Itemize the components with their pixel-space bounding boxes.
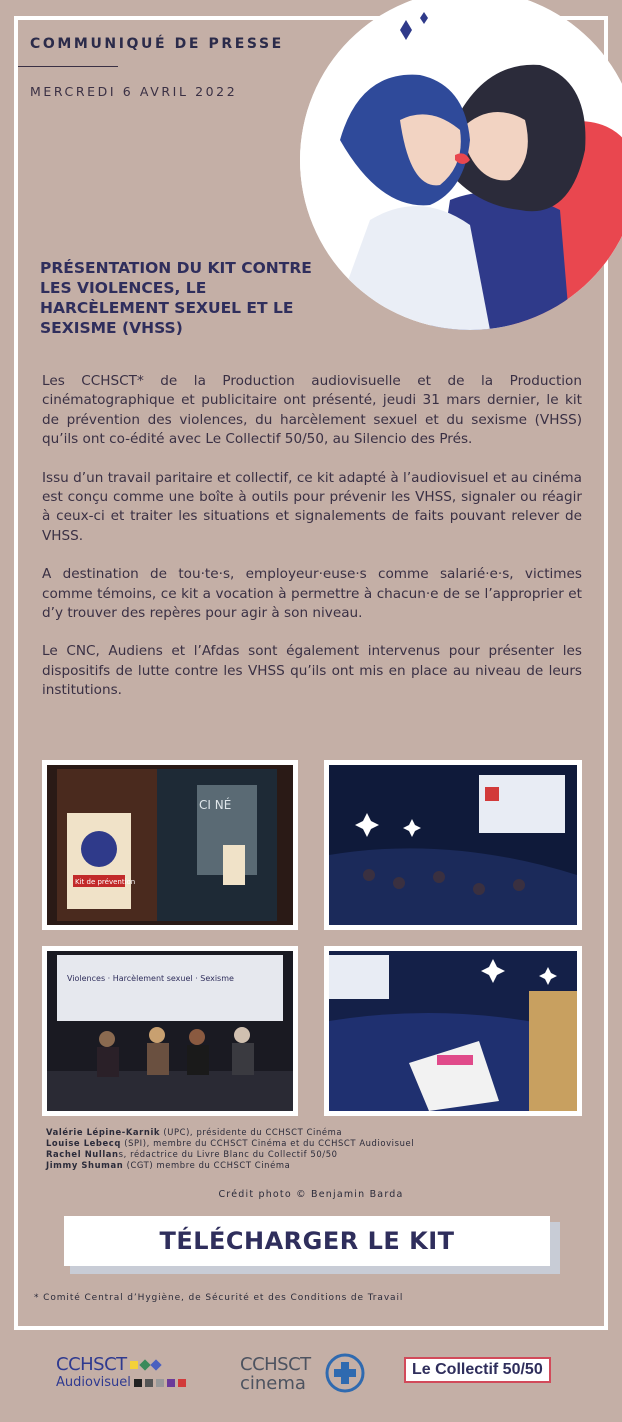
body-paragraph-3: A destination de tou·te·s, employeur·euse·s comme salarié·e·s, victimes comme témoins, ce kit a vocation à permettre à chacun·e de se l’approprier et d’y trouver des repères pour agir à son niveau. xyxy=(42,566,582,622)
poster-title: Kit de prévention xyxy=(75,878,136,886)
caption-line-2: Louise Lebecq (SPI), membre du CCHSCT Cinéma et du CCHSCT Audiovisuel xyxy=(46,1138,415,1148)
body-paragraph-4: Le CNC, Audiens et l’Afdas sont également intervenus pour présenter les dispositifs de lutte contre les VHSS qu’ils ont mis en place au niveau de leurs institutions. xyxy=(42,643,582,699)
caption-line-4: Jimmy Shuman (CGT) membre du CCHSCT Cinéma xyxy=(46,1160,291,1170)
release-date: MERCREDI 6 AVRIL 2022 xyxy=(30,84,238,99)
partner-logos xyxy=(0,1340,622,1410)
screen-text: Violences · Harcèlement sexuel · Sexisme xyxy=(67,974,234,983)
caption-line-3: Rachel Nullans, rédactrice du Livre Blanc du Collectif 50/50 xyxy=(46,1149,338,1159)
yellow-square-icon xyxy=(130,1361,138,1369)
door-lettering: CI NÉ xyxy=(199,798,232,812)
photo-captions xyxy=(46,1127,414,1171)
download-kit-button[interactable]: TÉLÉCHARGER LE KIT xyxy=(64,1216,550,1266)
logo-cchsct-cinema[interactable]: CCHSCT cinema xyxy=(240,1354,311,1393)
light-square-icon xyxy=(156,1379,164,1387)
black-square-icon xyxy=(134,1379,142,1387)
photo-panel-stage xyxy=(42,946,298,1116)
photo-cinema-entrance xyxy=(42,760,298,930)
page-title: PRÉSENTATION DU KIT CONTRE LES VIOLENCES, LE HARCÈLEMENT SEXUEL ET LE SEXISME (VHSS) xyxy=(40,259,312,337)
photo-auditorium xyxy=(324,760,582,930)
kicker-divider xyxy=(18,66,118,67)
purple-square-icon xyxy=(167,1379,175,1387)
grey-square-icon xyxy=(145,1379,153,1387)
caption-line-1: Valérie Lépine-Karnik (UPC), présidente du CCHSCT Cinéma xyxy=(46,1127,343,1137)
photo-reading-kit xyxy=(324,946,582,1116)
cross-circle-icon xyxy=(324,1352,366,1394)
press-body xyxy=(42,372,582,720)
green-diamond-icon xyxy=(139,1359,150,1370)
body-paragraph-1: Les CCHSCT* de la Production audiovisuelle et de la Production cinématographique et publicitaire ont présenté, jeudi 31 mars dernier, le kit de prévention des violences, du harcèlement sexuel et du sexisme (VHSS) qu’ils ont co-édité avec Le Collectif 50/50, au Silencio des Prés. xyxy=(42,373,582,448)
blue-diamond-icon xyxy=(150,1359,161,1370)
photo-credit: Crédit photo © Benjamin Barda xyxy=(218,1189,404,1200)
logo-collectif-5050[interactable]: Le Collectif 50/50 xyxy=(404,1357,551,1383)
press-release-kicker: COMMUNIQUÉ DE PRESSE xyxy=(30,36,284,52)
red-square-icon xyxy=(178,1379,186,1387)
footnote: * Comité Central d’Hygiène, de Sécurité et des Conditions de Travail xyxy=(34,1293,404,1303)
logo-cchsct-audiovisuel[interactable]: CCHSCT Audiovisuel xyxy=(56,1354,186,1390)
body-paragraph-2: Issu d’un travail paritaire et collectif, ce kit adapté à l’audiovisuel et au cinéma est conçu comme une boîte à outils pour prévenir les VHSS, signaler ou réagir à ceux-ci et traiter les situations et signalements de faits pouvant relever de VHSS. xyxy=(42,469,582,544)
